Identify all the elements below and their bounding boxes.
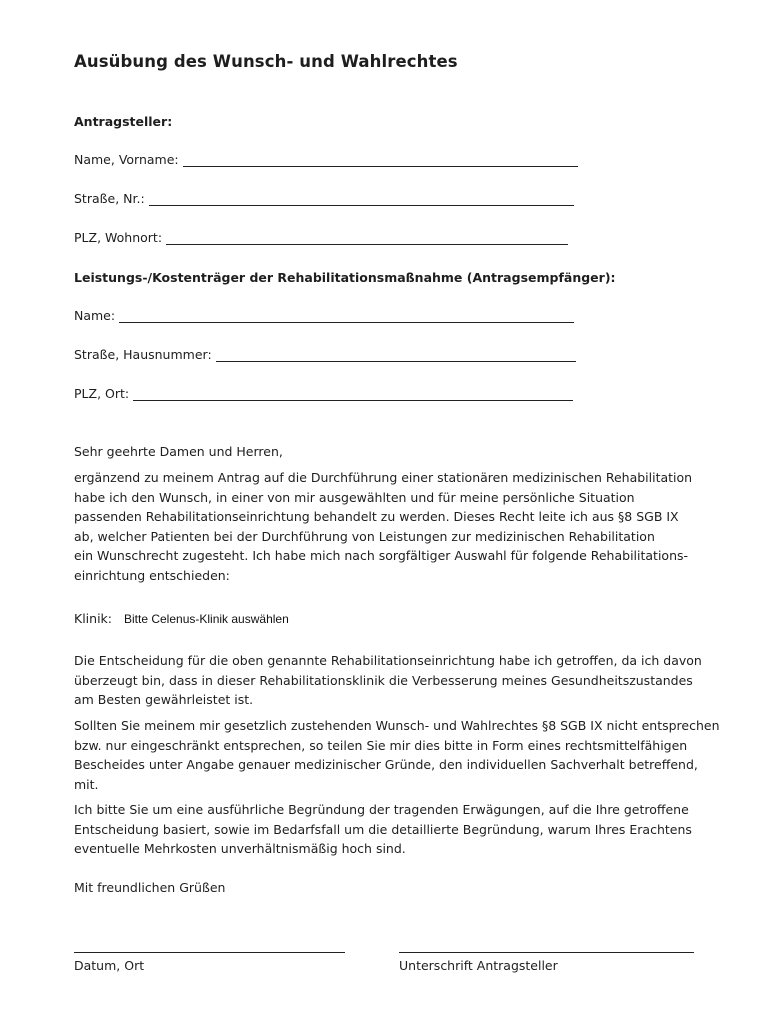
paragraph-line: Die Entscheidung für die oben genannte Rehabilitationseinrichtung habe ich getroffen, da ich davon xyxy=(74,653,702,668)
closing: Mit freundlichen Grüßen xyxy=(74,880,226,895)
paragraph-line: ein Wunschrecht zugesteht. Ich habe mich nach sorgfältiger Auswahl für folgende Rehabilitations- xyxy=(74,548,689,564)
applicant-city-field[interactable] xyxy=(166,230,568,245)
applicant-city-label: PLZ, Wohnort: xyxy=(74,230,163,245)
carrier-street-field[interactable] xyxy=(216,347,576,362)
paragraph-line: Ich bitte Sie um eine ausführliche Begründung der tragenden Erwägungen, auf die Ihre getroffene xyxy=(74,802,689,817)
carrier-street-row xyxy=(74,347,576,362)
salutation: Sehr geehrte Damen und Herren, xyxy=(74,444,283,459)
page-title: Ausübung des Wunsch- und Wahlrechtes xyxy=(74,52,458,71)
carrier-heading: Leistungs-/Kostenträger der Rehabilitationsmaßnahme (Antragsempfänger): xyxy=(74,270,616,285)
applicant-street-field[interactable] xyxy=(149,191,574,206)
applicant-name-label: Name, Vorname: xyxy=(74,152,179,167)
date-label: Datum, Ort xyxy=(74,958,145,973)
signature-line[interactable] xyxy=(399,952,694,953)
carrier-name-label: Name: xyxy=(74,308,116,323)
applicant-heading: Antragsteller: xyxy=(74,114,173,129)
paragraph-line: einrichtung entschieden: xyxy=(74,567,230,583)
applicant-city-row xyxy=(74,230,568,245)
applicant-street-row xyxy=(74,191,574,206)
paragraph-line: mit. xyxy=(74,776,99,792)
paragraph-line: ab, welcher Patienten bei der Durchführung von Leistungen zur medizinischen Rehabilitation xyxy=(74,528,655,544)
carrier-city-label: PLZ, Ort: xyxy=(74,386,130,401)
clinic-label: Klinik: xyxy=(74,611,112,626)
applicant-name-row xyxy=(74,152,578,167)
carrier-street-label: Straße, Hausnummer: xyxy=(74,347,212,362)
clinic-row xyxy=(74,611,289,626)
paragraph-line: bzw. nur eingeschränkt entsprechen, so teilen Sie mir dies bitte in Form eines rechtsmittelfähigen xyxy=(74,737,688,753)
paragraph-1 xyxy=(74,468,714,586)
paragraph-line: Entscheidung basiert, sowie im Bedarfsfall um die detaillierte Begründung, warum Ihres Erachtens xyxy=(74,821,692,837)
paragraph-line: überzeugt bin, dass in dieser Rehabilitationsklinik die Verbesserung meines Gesundheitszustandes xyxy=(74,672,693,688)
applicant-name-field[interactable] xyxy=(183,152,578,167)
paragraph-line: passenden Rehabilitationseinrichtung behandelt zu werden. Dieses Recht leite ich aus §8 SGB IX xyxy=(74,509,679,525)
paragraph-line: ergänzend zu meinem Antrag auf die Durchführung einer stationären medizinischen Rehabilitation xyxy=(74,470,693,485)
paragraph-line: eventuelle Mehrkosten unverhältnismäßig hoch sind. xyxy=(74,841,406,857)
paragraph-line: habe ich den Wunsch, in einer von mir ausgewählten und für meine persönliche Situation xyxy=(74,489,635,505)
paragraph-line: Sollten Sie meinem mir gesetzlich zustehenden Wunsch- und Wahlrechtes §8 SGB IX nicht entsprechen xyxy=(74,718,720,733)
carrier-name-field[interactable] xyxy=(119,308,574,323)
paragraph-line: Bescheides unter Angabe genauer medizinischer Gründe, den individuellen Sachverhalt betreffend, xyxy=(74,757,698,773)
carrier-city-field[interactable] xyxy=(133,386,573,401)
carrier-city-row xyxy=(74,386,573,401)
paragraph-4 xyxy=(74,800,714,859)
date-line[interactable] xyxy=(74,952,345,953)
applicant-street-label: Straße, Nr.: xyxy=(74,191,145,206)
paragraph-line: am Besten gewährleistet ist. xyxy=(74,692,254,708)
clinic-select[interactable]: Bitte Celenus-Klinik auswählen xyxy=(124,611,289,626)
signature-label: Unterschrift Antragsteller xyxy=(399,958,558,973)
carrier-name-row xyxy=(74,308,574,323)
paragraph-2 xyxy=(74,651,714,710)
paragraph-3 xyxy=(74,716,720,794)
